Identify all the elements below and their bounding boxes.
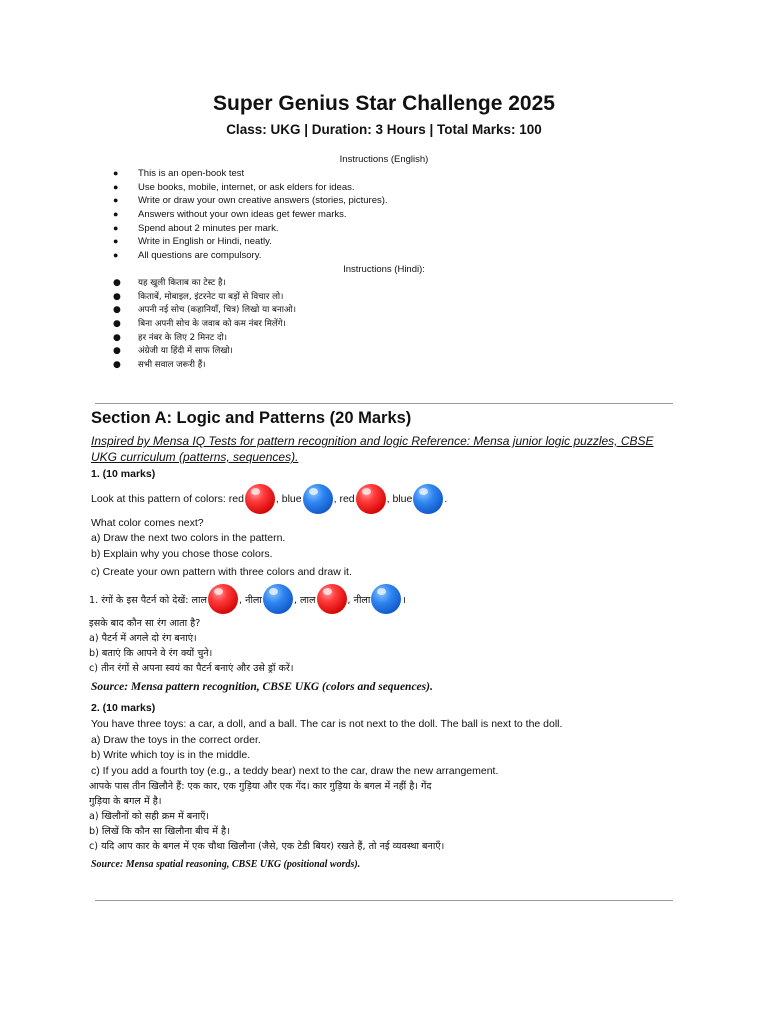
list-item: ● अपनी नई सोच (कहानियाँ, चित्र) लिखो या बनाओ। (113, 304, 296, 318)
list-item: ● हर नंबर के लिए 2 मिनट दो। (113, 332, 296, 346)
question-2-text: You have three toys: a car, a doll, and a ball. The car is not next to the doll. The ball is next to the doll. (91, 718, 563, 730)
list-item: ● सभी सवाल जरूरी हैं। (113, 359, 296, 373)
question-2-heading: 2. (10 marks) (91, 702, 156, 714)
red-ball-icon (356, 484, 386, 514)
bullet-icon: ● (113, 209, 119, 220)
bullet-icon: ● (113, 236, 119, 247)
divider (95, 900, 673, 901)
pattern-intro-text-hindi: 1. रंगों के इस पैटर्न को देखें: लाल (89, 594, 208, 606)
question-1-pattern (91, 484, 447, 514)
list-item: ● किताबें, मोबाइल, इंटरनेट या बड़ों से विचार लो। (113, 291, 296, 305)
document-subtitle: Class: UKG | Duration: 3 Hours | Total Marks: 100 (226, 122, 542, 137)
question-2-hindi-part-c: c) यदि आप कार के बगल में एक चौथा खिलौना (जैसे, एक टेडी बियर) रखते हैं, तो नई व्यवस्था बनाएँ। (89, 841, 445, 852)
list-item: ● All questions are compulsory. (113, 250, 262, 262)
question-1-hindi-part-c: c) तीन रंगों से अपना स्वयं का पैटर्न बनाएं और उसे ड्रॉ करें। (89, 663, 294, 674)
section-a-subtitle: Inspired by Mensa IQ Tests for pattern recognition and logic Reference: Mensa junior logic puzzles, CBSE UKG curriculum (patterns, sequences). (91, 434, 654, 464)
pattern-sep-text: , red (333, 493, 355, 505)
question-1-hindi-part-b: b) बताएं कि आपने वे रंग क्यों चुने। (89, 648, 213, 659)
bullet-icon: ● (113, 278, 121, 288)
question-1-text: What color comes next? (91, 517, 204, 529)
list-item: ● Write in English or Hindi, neatly. (113, 236, 272, 248)
question-1-part-c: c) Create your own pattern with three colors and draw it. (91, 566, 352, 578)
bullet-icon: ● (113, 195, 119, 206)
pattern-sep-text-hindi: , लाल (293, 594, 316, 606)
blue-ball-icon (413, 484, 443, 514)
bullet-icon: ● (113, 168, 119, 178)
bullet-icon: ● (113, 332, 121, 343)
question-2-hindi-part-b: b) लिखें कि कौन सा खिलौना बीच में है। (89, 826, 230, 837)
list-item: ● Use books, mobile, internet, or ask elders for ideas. (113, 181, 355, 193)
instructions-english-list (113, 167, 388, 263)
bullet-icon: ● (113, 346, 121, 357)
list-item: ● अंग्रेजी या हिंदी में साफ लिखो। (113, 345, 296, 359)
bullet-icon: ● (113, 250, 119, 261)
red-ball-icon (208, 584, 238, 614)
instructions-hindi-list (113, 277, 296, 373)
instructions-english-heading: Instructions (English) (339, 154, 429, 165)
list-item: ● This is an open-book test (113, 168, 245, 179)
blue-ball-icon (263, 584, 293, 614)
question-1-hindi-text: इसके बाद कौन सा रंग आता है? (89, 618, 201, 629)
list-item: ● बिना अपनी सोच के जवाब को कम नंबर मिलेंगे। (113, 318, 296, 332)
list-item: ● Answers without your own ideas get fewer marks. (113, 209, 347, 221)
question-1-part-b: b) Explain why you chose those colors. (91, 548, 273, 560)
section-a-title: Section A: Logic and Patterns (20 Marks) (91, 409, 412, 427)
question-2-hindi-text-1: आपके पास तीन खिलौने हैं: एक कार, एक गुड़िया और एक गेंद। कार गुड़िया के बगल में नहीं है। गेंद (89, 781, 432, 792)
pattern-sep-text-hindi: , नीला (239, 594, 262, 606)
red-ball-icon (245, 484, 275, 514)
bullet-icon: ● (113, 291, 121, 302)
pattern-end-text: . (444, 493, 448, 505)
bullet-icon: ● (113, 319, 121, 330)
question-2-hindi-text-2: गुड़िया के बगल में है। (89, 796, 162, 807)
question-2-part-c: c) If you add a fourth toy (e.g., a teddy bear) next to the car, draw the new arrangement. (91, 765, 499, 777)
list-item: ● Spend about 2 minutes per mark. (113, 222, 279, 234)
list-item: ● यह खुली किताब का टेस्ट है। (113, 277, 296, 291)
bullet-icon: ● (113, 181, 119, 192)
question-2-source: Source: Mensa spatial reasoning, CBSE UKG (positional words). (91, 859, 361, 870)
question-1-hindi-part-a: a) पैटर्न में अगले दो रंग बनाएं। (89, 633, 197, 644)
bullet-icon: ● (113, 360, 121, 371)
divider (95, 403, 673, 404)
blue-ball-icon (371, 584, 401, 614)
list-item: ● Write or draw your own creative answers (stories, pictures). (113, 195, 388, 207)
question-1-source: Source: Mensa pattern recognition, CBSE UKG (colors and sequences). (91, 681, 433, 693)
instructions-hindi-heading: Instructions (Hindi): (343, 264, 425, 275)
question-2-part-b: b) Write which toy is in the middle. (91, 749, 251, 761)
pattern-end-text-hindi: । (402, 594, 407, 606)
pattern-sep-text: , blue (275, 493, 302, 505)
pattern-sep-text: , blue (386, 493, 413, 505)
red-ball-icon (317, 584, 347, 614)
pattern-intro-text: Look at this pattern of colors: red (91, 493, 244, 505)
pattern-sep-text-hindi: , नीला (347, 594, 371, 606)
bullet-icon: ● (113, 305, 121, 316)
question-2-hindi-part-a: a) खिलौनों को सही क्रम में बनाएँ। (89, 811, 210, 822)
blue-ball-icon (303, 484, 333, 514)
bullet-icon: ● (113, 222, 119, 233)
document-title: Super Genius Star Challenge 2025 (213, 92, 555, 115)
question-2-part-a: a) Draw the toys in the correct order. (91, 734, 261, 746)
question-1-heading: 1. (10 marks) (91, 468, 156, 480)
question-1-part-a: a) Draw the next two colors in the pattern. (91, 532, 286, 544)
question-1-hindi-pattern (89, 584, 406, 614)
